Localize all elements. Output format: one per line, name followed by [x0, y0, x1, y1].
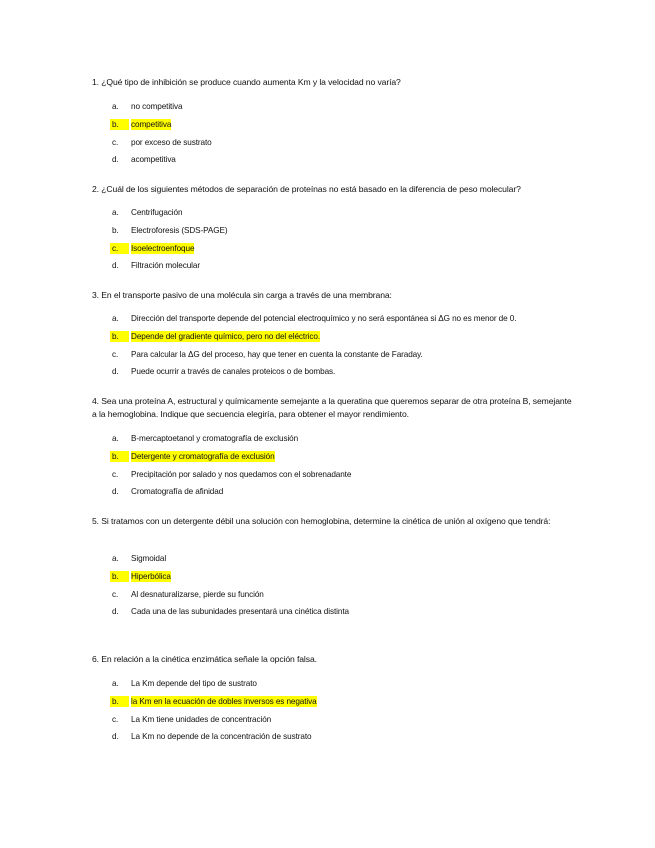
option-2b: [110, 225, 580, 243]
question-5: 5. Si tratamos con un detergente débil una solución con hemoglobina, determine la cinética de unión al oxígeno que tendrá:: [92, 516, 551, 526]
option-text: no competitiva: [131, 102, 183, 111]
option-letter: a.: [112, 314, 119, 323]
option-letter: c.: [112, 349, 119, 359]
option-text: Al desnaturalizarse, pierde su función: [131, 589, 264, 599]
option-6c: [110, 714, 580, 732]
option-letter: d.: [112, 261, 119, 271]
option-2d: [110, 260, 580, 278]
option-letter: c.: [112, 589, 119, 599]
option-text: Precipitación por salado y nos quedamos con el sobrenadante: [131, 469, 352, 479]
option-3d: [110, 366, 580, 384]
option-4d: [110, 486, 580, 504]
option-text: la Km en la ecuación de dobles inversos es negativa: [131, 696, 317, 706]
option-text: Cada una de las subunidades presentará una cinética distinta: [131, 607, 349, 617]
option-1b-highlighted: [110, 119, 580, 137]
option-letter: d.: [112, 607, 119, 617]
option-text: por exceso de sustrato: [131, 137, 212, 147]
option-5b-highlighted: [110, 571, 580, 589]
option-letter: b.: [112, 225, 119, 235]
option-text: Filtración molecular: [131, 261, 200, 271]
option-text: Para calcular la ΔG del proceso, hay que tener en cuenta la constante de Faraday.: [131, 349, 423, 359]
option-6a: [110, 678, 580, 696]
option-letter: d.: [112, 487, 119, 497]
question-4: 4. Sea una proteína A, estructural y químicamente semejante a la queratina que queremos separar de otra proteína B, semejante a la hemoglobina. Indique que secuencia elegiría, para obtener el mayor rendimiento.: [92, 396, 572, 419]
option-1d: [110, 154, 580, 172]
option-text: La Km tiene unidades de concentración: [131, 714, 272, 724]
option-text: Detergente y cromatografía de exclusión: [131, 451, 275, 461]
option-text: Sigmoidal: [131, 554, 167, 563]
option-2c-highlighted: [110, 243, 580, 261]
option-letter: a.: [112, 679, 119, 688]
option-1c: [110, 137, 580, 155]
option-letter: d.: [112, 732, 119, 742]
question-1-options: [110, 101, 580, 172]
question-5-options: [110, 553, 580, 624]
option-letter: b.: [110, 331, 129, 342]
option-text: Dirección del transporte depende del potencial electroquímico y no será espontánea si ΔG no es menor de 0.: [131, 314, 517, 323]
option-3a: [110, 313, 580, 331]
option-letter: d.: [112, 155, 119, 165]
option-4b-highlighted: [110, 451, 580, 469]
question-6: 6. En relación a la cinética enzimática señale la opción falsa.: [92, 654, 317, 664]
option-letter: b.: [110, 571, 129, 582]
option-letter: b.: [110, 696, 129, 707]
option-5a: [110, 553, 580, 571]
question-2: 2. ¿Cuál de los siguientes métodos de separación de proteínas no está basado en la diferencia de peso molecular?: [92, 184, 521, 194]
question-3-options: [110, 313, 580, 384]
option-text: Centrifugación: [131, 208, 183, 217]
option-text: Electroforesis (SDS-PAGE): [131, 225, 228, 235]
option-5d: [110, 606, 580, 624]
option-letter: a.: [112, 208, 119, 217]
option-letter: d.: [112, 367, 119, 377]
question-4-options: [110, 433, 580, 504]
option-text: Isoelectroenfoque: [131, 243, 195, 253]
option-3c: [110, 349, 580, 367]
option-text: acompetitiva: [131, 155, 176, 165]
option-2a: [110, 207, 580, 225]
question-3: 3. En el transporte pasivo de una molécula sin carga a través de una membrana:: [92, 290, 392, 300]
option-6b-highlighted: [110, 696, 580, 714]
option-4c: [110, 469, 580, 487]
option-text: competitiva: [131, 119, 172, 129]
question-6-options: [110, 678, 580, 749]
question-1: 1. ¿Qué tipo de inhibición se produce cuando aumenta Km y la velocidad no varía?: [92, 77, 401, 87]
option-letter: c.: [112, 714, 119, 724]
option-letter: a.: [112, 554, 119, 563]
option-letter: a.: [112, 102, 119, 111]
option-4a: [110, 433, 580, 451]
option-3b-highlighted: [110, 331, 580, 349]
option-5c: [110, 589, 580, 607]
option-text: Depende del gradiente químico, pero no del eléctrico.: [131, 331, 321, 341]
option-text: B-mercaptoetanol y cromatografía de exclusión: [131, 434, 299, 443]
option-letter: c.: [112, 469, 119, 479]
option-letter: c.: [110, 243, 129, 254]
option-letter: b.: [110, 451, 129, 462]
option-text: Hiperbólica: [131, 571, 171, 581]
option-1a: [110, 101, 580, 119]
option-text: Puede ocurrir a través de canales proteicos o de bombas.: [131, 367, 336, 377]
option-text: La Km depende del tipo de sustrato: [131, 679, 257, 688]
option-letter: c.: [112, 137, 119, 147]
option-letter: a.: [112, 434, 119, 443]
option-text: La Km no depende de la concentración de sustrato: [131, 732, 312, 742]
question-2-options: [110, 207, 580, 278]
option-letter: b.: [110, 119, 129, 130]
option-6d: [110, 731, 580, 749]
option-text: Cromatografía de afinidad: [131, 487, 224, 497]
